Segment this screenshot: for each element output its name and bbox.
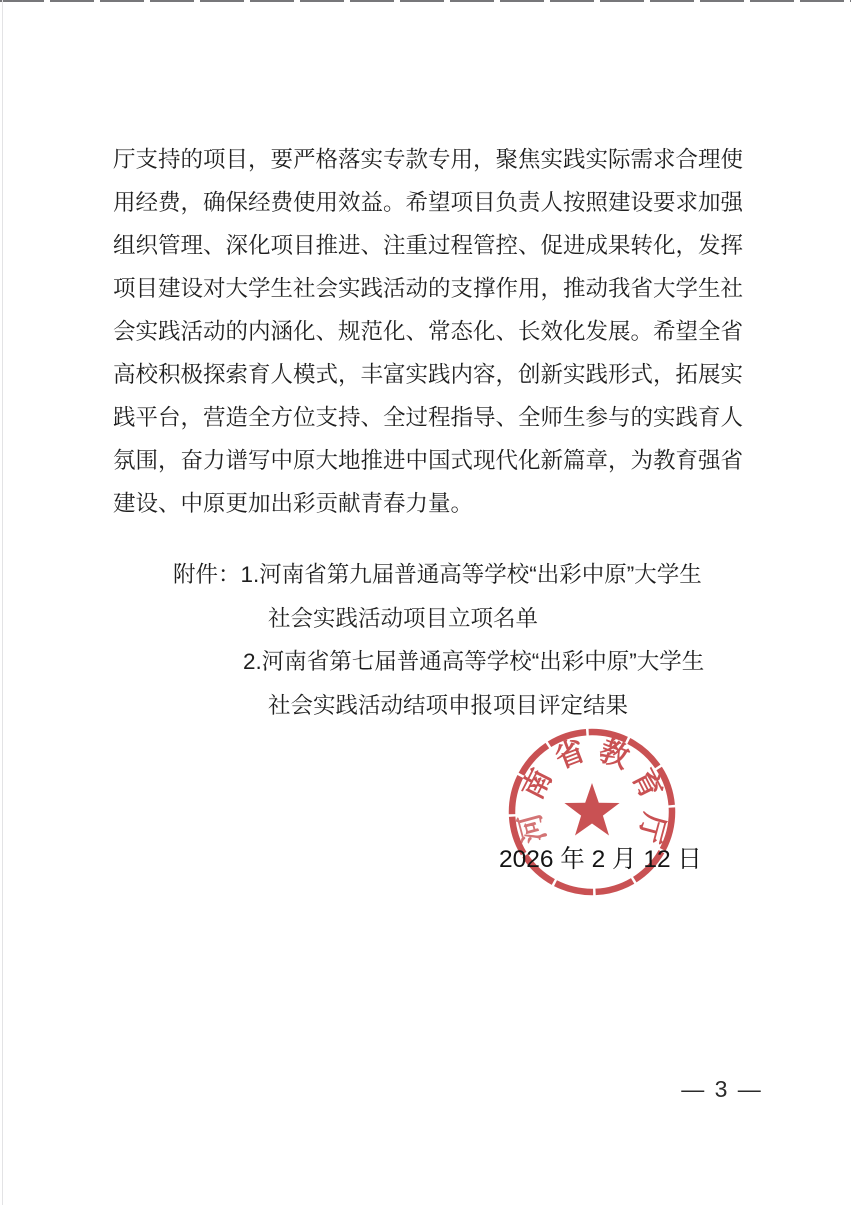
attachment-label: 附件： bbox=[173, 562, 241, 587]
page-number: — 3 — bbox=[681, 1076, 763, 1102]
attachment-item-2-line-1 bbox=[243, 649, 704, 675]
seal-character: 省 bbox=[550, 734, 590, 776]
seal-character: 南 bbox=[516, 764, 559, 805]
seal-character: 厅 bbox=[631, 809, 671, 846]
attachment-1-title: 河南省第九届普通高等学校“出彩中原”大学生 bbox=[259, 562, 702, 587]
attachment-item-1-line-1 bbox=[173, 562, 702, 588]
scan-artifact-top-edge bbox=[0, 0, 851, 2]
seal-character: 教 bbox=[594, 734, 634, 776]
body-line: 氛围，奋力谱写中原大地推进中国式现代化新篇章，为教育强省 bbox=[113, 448, 744, 473]
scan-artifact-left-edge bbox=[2, 0, 3, 1205]
body-line: 用经费，确保经费使用效益。希望项目负责人按照建设要求加强 bbox=[113, 190, 744, 215]
issue-date: 2026 年 2 月 12 日 bbox=[499, 846, 702, 873]
attachment-item-2-line-2: 社会实践活动结项申报项目评定结果 bbox=[268, 693, 629, 718]
body-line: 践平台，营造全方位支持、全过程指导、全师生参与的实践育人 bbox=[113, 405, 744, 430]
official-seal bbox=[501, 721, 683, 903]
body-line: 建设、中原更加出彩贡献青春力量。 bbox=[113, 491, 474, 516]
body-line: 厅支持的项目，要严格落实专款专用，聚焦实践实际需求合理使 bbox=[113, 147, 744, 172]
body-line: 会实践活动的内涵化、规范化、常态化、长效化发展。希望全省 bbox=[113, 319, 744, 344]
attachment-item-1-line-2: 社会实践活动项目立项名单 bbox=[268, 606, 539, 631]
star-icon bbox=[564, 783, 619, 836]
attachment-2-title: 河南省第七届普通高等学校“出彩中原”大学生 bbox=[261, 649, 705, 674]
body-paragraph bbox=[113, 138, 747, 525]
body-line: 组织管理、深化项目推进、注重过程管控、促进成果转化，发挥 bbox=[113, 233, 744, 258]
body-line: 项目建设对大学生社会实践活动的支撑作用，推动我省大学生社 bbox=[113, 276, 744, 301]
attachment-1-number: 1. bbox=[240, 562, 260, 587]
seal-character: 育 bbox=[625, 764, 668, 805]
body-line: 高校积极探索育人模式，丰富实践内容，创新实践形式，拓展实 bbox=[113, 362, 744, 387]
seal-character: 河 bbox=[513, 809, 553, 846]
attachment-2-number: 2. bbox=[243, 649, 262, 674]
